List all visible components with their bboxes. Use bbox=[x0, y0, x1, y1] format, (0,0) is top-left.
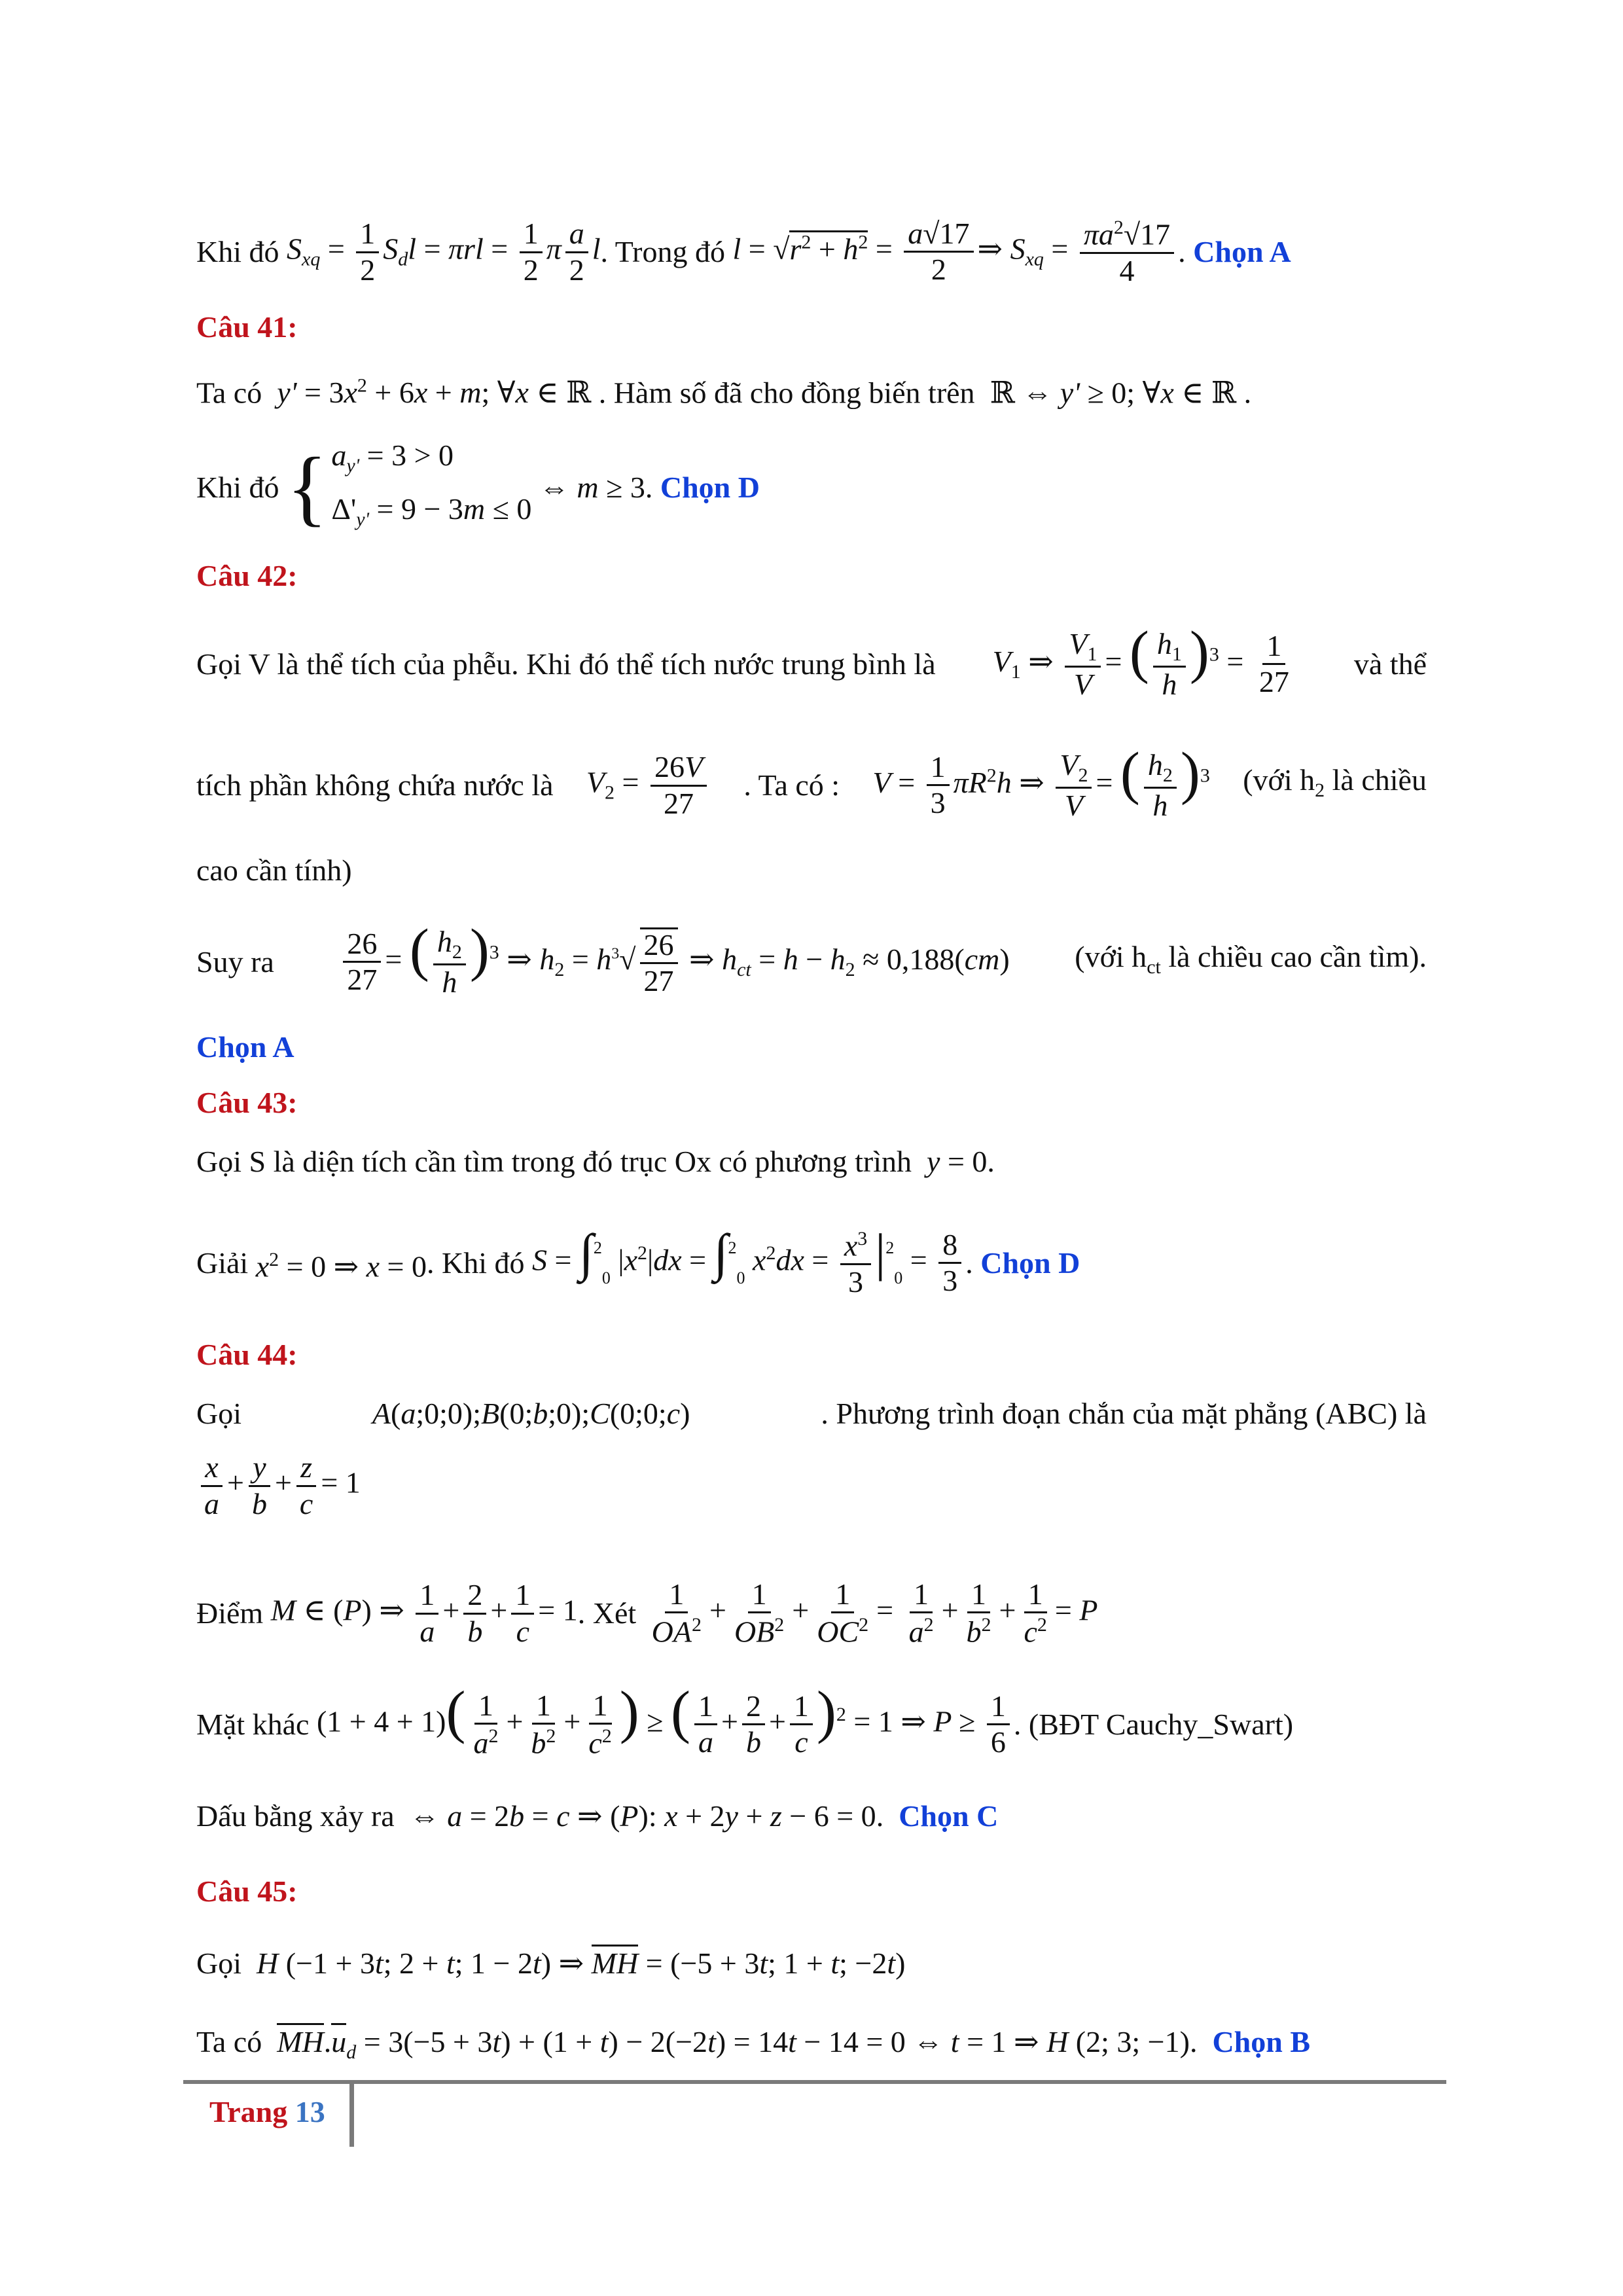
q42-text-ta-co: . Ta có : bbox=[743, 768, 840, 802]
q44-line3 bbox=[196, 1571, 1427, 1656]
q45-line2: Ta có $MH.u_d = 3(-5 + 3t) + (1 + t) - 2(-2t) = 14t - 14 = 0$ ⇔ t = 1 ⇒ H (2; 3; −1). Chọn B bbox=[196, 2022, 1427, 2072]
q44-line2 bbox=[196, 1446, 1427, 1525]
q42-formula-volume: V = $\frac{1}{3}$ $\pi R^2h$ ⇒ $\frac{V_2}{V}$ = ( $\frac{h_2}{h}$ )$^3$ bbox=[872, 740, 1210, 823]
q42-text-va-the: và thể bbox=[1353, 647, 1427, 681]
q45-formula-dot: $MH.u_d = 3(-5 + 3t) + (1 + t) - 2(-2t) = 14t - 14 = 0$ ⇔ t = 1 ⇒ H (2; 3; −1) bbox=[277, 2025, 1190, 2058]
q41-title: Câu 41: bbox=[196, 310, 298, 344]
q45-line1 bbox=[196, 1944, 1427, 1983]
q43-formula-integral: S = ∫$^2$0 $|x^2|dx = \int^20$ $x^2dx$ = $\frac{x^3}{3}$ $|^20$ = $\frac{8}{3}$ bbox=[532, 1229, 965, 1298]
intro-line: Khi đó $S_{xq}$ = $\frac{1}{2}$ $S_dl = \pi rl$ = $\frac{1}{2}$ π $\frac{a}{2}$ l . Trong đó $l = √r^2 + h^2$ = $\frac{a√17}{2}$ ⇒ $S_{xq}$ = $\frac{\pi a^2√17}{4}$ . Chọn A bbox=[196, 217, 1291, 287]
intro-formula-l: $l = √r^2 + h^2$ = $\frac{a√17}{2}$ ⇒ $S_{xq}$ = $\frac{\pi a^2√17}{4}$ bbox=[733, 217, 1179, 287]
intro-choice: Chọn A bbox=[1193, 235, 1291, 268]
q42-text-goi-v: Gọi V là thể tích của phễu. Khi đó thể tích nước trung bình là bbox=[196, 647, 936, 681]
q42-text-voi-h: (với h bbox=[1243, 762, 1315, 797]
footer-page-number: 13 bbox=[294, 2095, 325, 2128]
footer-rule bbox=[183, 2080, 1446, 2084]
q41-formula-result: ⇔ m ≥ 3 bbox=[539, 471, 645, 504]
q44-text-dau-bang: Dấu bằng xảy ra bbox=[196, 1799, 395, 1833]
intro-text-trong-do: . Trong đó bbox=[600, 235, 725, 268]
q42-text-tich-phan: tích phần không chứa nước là bbox=[196, 768, 554, 802]
q44-text-mat-khac: Mặt khác bbox=[196, 1708, 310, 1741]
q42-line4: Suy ra $\frac{26}{27}$ = ( $\frac{h_2}{h}$ )$^3$ ⇒ $h_2 = h^3√$ $\frac{26}{27}$ ⇒ $h_{ct} = h - h_2 \approx 0,188(cm)$ (với $h_{ct}$ là chiều cao cần tìm). bbox=[196, 917, 1427, 999]
intro-text-khi-do: Khi đó bbox=[196, 235, 279, 268]
q44-text-xet: . Xét bbox=[577, 1596, 637, 1630]
q41-text-khi-do: Khi đó bbox=[196, 471, 279, 504]
footer-page-label: Trang bbox=[209, 2095, 288, 2128]
q42-formula-h2: $\frac{26}{27}$ = ( $\frac{h_2}{h}$ )$^3$ ⇒ $h_2 = h^3√$ $\frac{26}{27}$ ⇒ $h_{ct} = h - h_2 \approx 0,188(cm)$ bbox=[339, 926, 1009, 999]
q42-text-suy-ra: Suy ra bbox=[196, 945, 274, 978]
q44-text-bdt: . (BĐT Cauchy_Swart) bbox=[1013, 1708, 1294, 1741]
q44-formula-equality: ⇔ a = 2b = c ⇒ (P): x + 2y + z − 6 = 0 bbox=[409, 1799, 876, 1833]
q42-text-voi-hct: (với h bbox=[1075, 939, 1147, 973]
q41-line1: Ta có $y' = 3x^2 + 6x + m$; ∀x ∈ ℝ . Hàm số đã cho đồng biến trên ℝ ⇔ y' ≥ 0; ∀x ∈ ℝ . bbox=[196, 375, 1252, 410]
q45-text-ta-co: Ta có bbox=[196, 2025, 262, 2058]
q43-choice: Chọn D bbox=[980, 1246, 1080, 1280]
q43-text-goi-s: Gọi S là diện tích cần tìm trong đó trục Ox có phương trình bbox=[196, 1145, 912, 1178]
q41-system: { $a_{y'} = 3 > 0$ $\Delta'_{y'} = 9 - 3m \le 0$ bbox=[287, 438, 532, 535]
q44-formula-points: A(a;0;0);B(0;b;0);C(0;0;c) bbox=[372, 1397, 690, 1430]
q43-text-khi-do: . Khi đó bbox=[427, 1246, 525, 1280]
q42-line2: tích phần không chứa nước là $V_2$ = $\frac{26V}{27}$ . Ta có : V = $\frac{1}{3}$ $\pi R^2h$ ⇒ $\frac{V_2}{V}$ = ( $\frac{h_2}{h}$ )$^3$ (với $h_2$ là chiều bbox=[196, 740, 1427, 823]
q44-formula-plane: $\frac{x}{a}$ + $\frac{y}{b}$ + $\frac{z}{c}$ = 1 bbox=[196, 1452, 361, 1520]
q43-formula-root: $x^2 = 0$ ⇒ x = 0 bbox=[255, 1248, 427, 1283]
q45-title: Câu 45: bbox=[196, 1874, 298, 1908]
q41-text-dong-bien: . Hàm số đã cho đồng biến trên bbox=[598, 376, 975, 410]
q42-formula-v2: $V_2$ = $\frac{26V}{27}$ bbox=[586, 751, 711, 819]
q41-formula-condition: ℝ ⇔ y' ≥ 0; ∀x ∈ ℝ bbox=[990, 376, 1237, 410]
q42-text-la-chieu: là chiều bbox=[1332, 762, 1427, 797]
q42-choice: Chọn A bbox=[196, 1030, 294, 1064]
q41-line2: Khi đó { $a_{y'} = 3 > 0$ $\Delta'_{y'} = 9 - 3m \le 0$ ⇔ m ≥ 3 . Chọn D bbox=[196, 439, 1427, 537]
q43-line2: Giải $x^2 = 0$ ⇒ x = 0 . Khi đó S = ∫$^2$0 $|x^2|dx = \int^20$ $x^2dx$ = $\frac{x^3}{3}$ $|^20$ = $\frac{8}{3}$ . Chọn D bbox=[196, 1224, 1080, 1299]
page-footer bbox=[209, 2094, 325, 2129]
q43-title: Câu 43: bbox=[196, 1086, 298, 1119]
q45-formula-h: H (−1 + 3t; 2 + t; 1 − 2t) ⇒ MH = (−5 + 3t; 1 + t; −2t) bbox=[257, 1945, 905, 1980]
q42-line1 bbox=[196, 615, 1427, 713]
q44-line1 bbox=[196, 1394, 1427, 1433]
q44-line4 bbox=[196, 1679, 1427, 1770]
q44-title: Câu 44: bbox=[196, 1338, 298, 1371]
q41-text-ta-co: Ta có bbox=[196, 376, 262, 410]
q42-line3: cao cần tính) bbox=[196, 853, 352, 887]
intro-formula-sxq: $S_{xq}$ = $\frac{1}{2}$ $S_dl = \pi rl$ = $\frac{1}{2}$ π $\frac{a}{2}$ l bbox=[287, 217, 601, 287]
q44-line5: Dấu bằng xảy ra ⇔ a = 2b = c ⇒ (P): x + 2y + z − 6 = 0. Chọn C bbox=[196, 1799, 999, 1833]
q41-choice: Chọn D bbox=[660, 471, 760, 504]
q44-choice: Chọn C bbox=[899, 1799, 999, 1833]
q45-choice: Chọn B bbox=[1212, 2025, 1311, 2058]
q43-line1: Gọi S là diện tích cần tìm trong đó trục Ox có phương trình y = 0. bbox=[196, 1145, 995, 1178]
q42-text-chieu-cao: là chiều cao cần tìm). bbox=[1168, 939, 1427, 973]
q43-text-giai: Giải bbox=[196, 1246, 249, 1280]
q42-formula-v1: $V_1$ ⇒ $\frac{V_1}{V}$ = ( $\frac{h_1}{h}$ )$^3$ = $\frac{1}{27}$ bbox=[992, 619, 1289, 702]
q44-formula-p: $\frac{1}{OA^2}$ + $\frac{1}{OB^2}$ + $\frac{1}{OC^2}$ = $\frac{1}{a^2}$ + $\frac{1}{b^2}$ + $\frac{1}{c^2}$ = P bbox=[651, 1577, 1098, 1649]
q44-text-phuong-trinh: . Phương trình đoạn chắn của mặt phẳng (ABC) là bbox=[821, 1397, 1427, 1430]
q43-formula-y0: y = 0 bbox=[927, 1145, 988, 1178]
q44-formula-cauchy: (1 + 4 + 1)( $\frac{1}{a^2}$ + $\frac{1}{b^2}$ + $\frac{1}{c^2}$ ) ≥ ( $\frac{1}{a}$ + $\frac{2}{b}$ + $\frac{1}{c}$ )$^2$ = 1 ⇒ P ≥ $\frac{1}{6}$ bbox=[317, 1690, 1014, 1759]
q44-text-goi: Gọi bbox=[196, 1397, 241, 1430]
q45-text-goi: Gọi bbox=[196, 1946, 241, 1980]
q42-title: Câu 42: bbox=[196, 559, 298, 592]
footer-divider bbox=[349, 2084, 354, 2147]
q44-text-diem: Điểm bbox=[196, 1596, 264, 1630]
q44-formula-m-in-p: M ∈ (P) ⇒ $\frac{1}{a}$ + $\frac{2}{b}$ + $\frac{1}{c}$ = 1 bbox=[270, 1578, 578, 1648]
q41-formula-derivative: $y' = 3x^2 + 6x + m$; ∀x ∈ ℝ bbox=[277, 375, 592, 410]
